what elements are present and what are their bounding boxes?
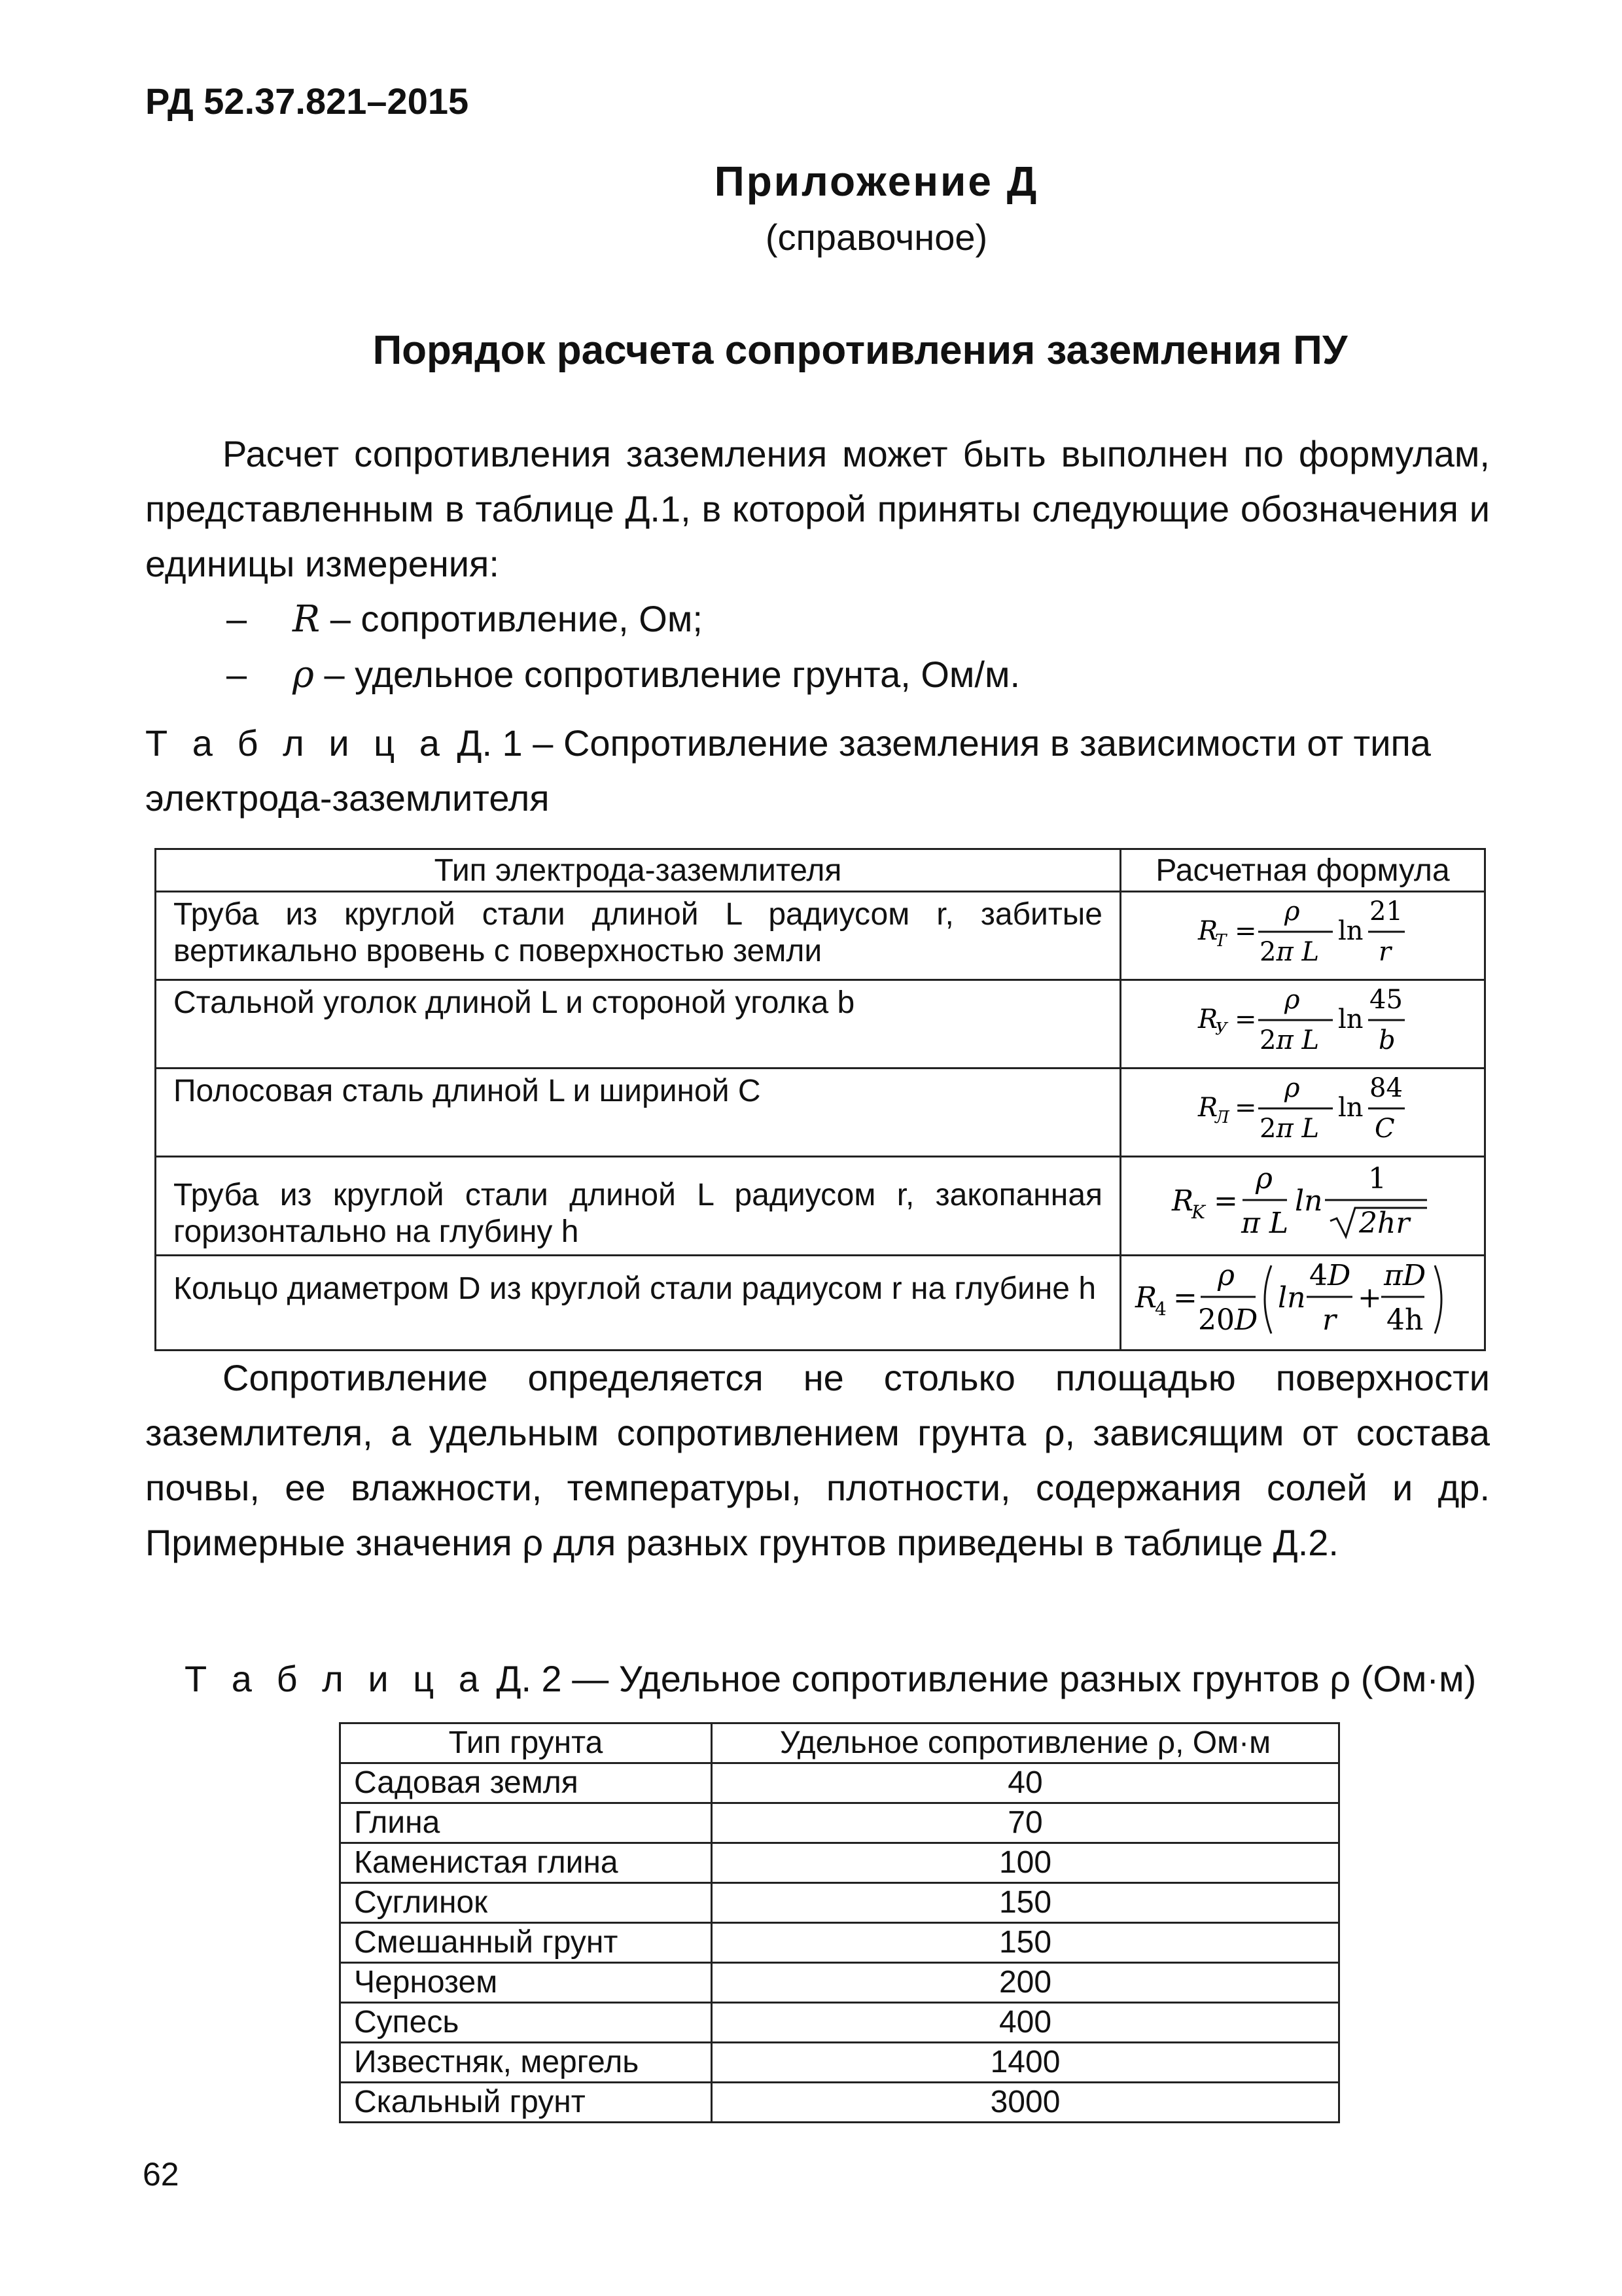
table-row <box>340 1963 1339 2003</box>
soil-type: Суглинок <box>340 1883 712 1923</box>
page-number: 62 <box>143 2156 179 2193</box>
table-row <box>156 1157 1485 1256</box>
svg-text:ρ: ρ <box>1284 896 1300 927</box>
soil-type: Супесь <box>340 2003 712 2043</box>
formula-ring <box>1133 1256 1473 1341</box>
definition-item: – ρ – удельное сопротивление грунта, Ом/м. <box>226 654 1021 696</box>
section-title: Порядок расчета сопротивления заземления ПУ <box>372 328 1348 373</box>
formula-cell <box>1121 892 1485 980</box>
soil-type: Садовая земля <box>340 1763 712 1803</box>
svg-text:=: = <box>1214 1184 1238 1218</box>
svg-text:r: r <box>1322 1303 1337 1337</box>
table-header: Удельное сопротивление ρ, Ом·м <box>712 1723 1339 1763</box>
electrode-description: Труба из круглой стали длиной L радиусом r, забитые вертикально вровень с поверхностью земли <box>156 892 1121 980</box>
svg-text:ρ: ρ <box>1256 1162 1273 1195</box>
svg-text:Л: Л <box>1215 1108 1229 1127</box>
formula-strip-steel <box>1185 1069 1420 1148</box>
svg-text:R: R <box>1198 1093 1218 1123</box>
table-row <box>156 892 1485 980</box>
svg-text:R: R <box>1135 1281 1157 1315</box>
formula-cell <box>1121 980 1485 1069</box>
table-header: Расчетная формула <box>1121 849 1485 892</box>
formula-cell <box>1121 1157 1485 1256</box>
svg-text:ρ: ρ <box>1284 1073 1300 1103</box>
table-row <box>340 1763 1339 1803</box>
resistivity-value: 100 <box>712 1843 1339 1883</box>
svg-text:4: 4 <box>1155 1298 1167 1320</box>
svg-text:2π L: 2π L <box>1260 1114 1320 1144</box>
resistivity-value: 150 <box>712 1883 1339 1923</box>
electrode-description: Кольцо диаметром D из круглой стали радиусом r на глубине h <box>156 1256 1121 1351</box>
svg-text:84: 84 <box>1369 1073 1403 1103</box>
svg-text:ln: ln <box>1278 1281 1306 1315</box>
svg-text:b: b <box>1379 1025 1396 1055</box>
electrode-description: Стальной уголок длиной L и стороной уголка b <box>156 980 1121 1069</box>
table-row <box>340 1803 1339 1843</box>
svg-text:π L: π L <box>1241 1207 1289 1240</box>
middle-paragraph: Сопротивление определяется не столько площадью поверхности заземлителя, а удельным сопротивлением грунта ρ, зависящим от состава почвы, ее влажности, температуры, плотности, содержания солей и др. Примерные значения ρ для разных грунтов приведены в таблице Д.2. <box>145 1357 1490 1563</box>
table-row <box>156 1069 1485 1157</box>
svg-text:T: T <box>1215 931 1227 951</box>
table1-caption: Т а б л и ц а Д. 1 – Сопротивление заземления в зависимости от типа электрода-заземлителя <box>145 722 1431 819</box>
soil-type: Каменистая глина <box>340 1843 712 1883</box>
soil-type: Скальный грунт <box>340 2083 712 2123</box>
resistivity-value: 400 <box>712 2003 1339 2043</box>
table-row <box>340 2083 1339 2123</box>
definition-item: – R – сопротивление, Ом; <box>226 598 703 641</box>
soil-type: Чернозем <box>340 1963 712 2003</box>
svg-text:C: C <box>1375 1114 1395 1144</box>
svg-text:ρ: ρ <box>1284 985 1300 1015</box>
svg-text:1: 1 <box>1368 1162 1386 1195</box>
appendix-title: Приложение Д <box>714 158 1039 205</box>
resistivity-value: 3000 <box>712 2083 1339 2123</box>
svg-text:4h: 4h <box>1386 1303 1424 1337</box>
svg-text:ln: ln <box>1338 916 1364 946</box>
table-grounding-resistance <box>154 848 1486 1351</box>
electrode-description: Труба из круглой стали длиной L радиусом r, закопанная горизонтально на глубину h <box>156 1157 1121 1256</box>
formula-cell <box>1121 1256 1485 1351</box>
svg-text:=: = <box>1235 1004 1257 1034</box>
appendix-subtitle: (справочное) <box>765 217 988 258</box>
intro-paragraph: Расчет сопротивления заземления может быть выполнен по формулам, представленным в таблице Д.1, в которой приняты следующие обозначения и единицы измерения: <box>145 433 1490 584</box>
table2-caption: Т а б л и ц а Д. 2 — Удельное сопротивление разных грунтов ρ (Ом·м) <box>185 1658 1477 1699</box>
svg-text:У: У <box>1215 1019 1227 1039</box>
soil-type: Известняк, мергель <box>340 2043 712 2083</box>
svg-text:4D: 4D <box>1309 1259 1351 1292</box>
svg-text:=: = <box>1173 1281 1197 1315</box>
svg-text:2π L: 2π L <box>1260 1025 1320 1055</box>
svg-text:R: R <box>1198 916 1218 946</box>
svg-text:K: K <box>1191 1201 1205 1223</box>
svg-text:ρ: ρ <box>1218 1259 1235 1292</box>
svg-text:2π L: 2π L <box>1260 937 1320 967</box>
resistivity-value: 40 <box>712 1763 1339 1803</box>
document-code: РД 52.37.821–2015 <box>145 80 469 122</box>
formula-steel-angle <box>1185 981 1420 1059</box>
definitions-list <box>145 592 1490 703</box>
svg-text:=: = <box>1235 1093 1257 1123</box>
svg-text:πD: πD <box>1384 1259 1426 1292</box>
resistivity-value: 70 <box>712 1803 1339 1843</box>
svg-text:45: 45 <box>1369 985 1403 1015</box>
formula-horizontal-pipe <box>1159 1159 1447 1245</box>
formula-vertical-pipe <box>1185 892 1420 971</box>
table-header: Тип электрода-заземлителя <box>156 849 1121 892</box>
svg-text:21: 21 <box>1369 896 1403 927</box>
table-row <box>340 2043 1339 2083</box>
svg-text:2hr: 2hr <box>1359 1207 1410 1240</box>
svg-text:R: R <box>1172 1184 1194 1218</box>
table-row <box>340 1843 1339 1883</box>
svg-text:ln: ln <box>1338 1004 1364 1034</box>
formula-cell <box>1121 1069 1485 1157</box>
resistivity-value: 150 <box>712 1923 1339 1963</box>
svg-text:r: r <box>1379 937 1392 967</box>
soil-type: Смешанный грунт <box>340 1923 712 1963</box>
electrode-description: Полосовая сталь длиной L и шириной C <box>156 1069 1121 1157</box>
svg-text:=: = <box>1235 916 1257 946</box>
table-row <box>340 1923 1339 1963</box>
resistivity-value: 1400 <box>712 2043 1339 2083</box>
table-row <box>156 1256 1485 1351</box>
svg-text:R: R <box>1198 1004 1218 1034</box>
table-header: Тип грунта <box>340 1723 712 1763</box>
table-row <box>340 2003 1339 2043</box>
table-soil-resistivity <box>339 1722 1340 2123</box>
soil-type: Глина <box>340 1803 712 1843</box>
svg-text:20D: 20D <box>1198 1303 1258 1337</box>
resistivity-value: 200 <box>712 1963 1339 2003</box>
table-row <box>340 1883 1339 1923</box>
table-row <box>156 980 1485 1069</box>
svg-text:+: + <box>1358 1281 1382 1315</box>
svg-text:ln: ln <box>1295 1184 1323 1218</box>
svg-text:ln: ln <box>1338 1093 1364 1123</box>
